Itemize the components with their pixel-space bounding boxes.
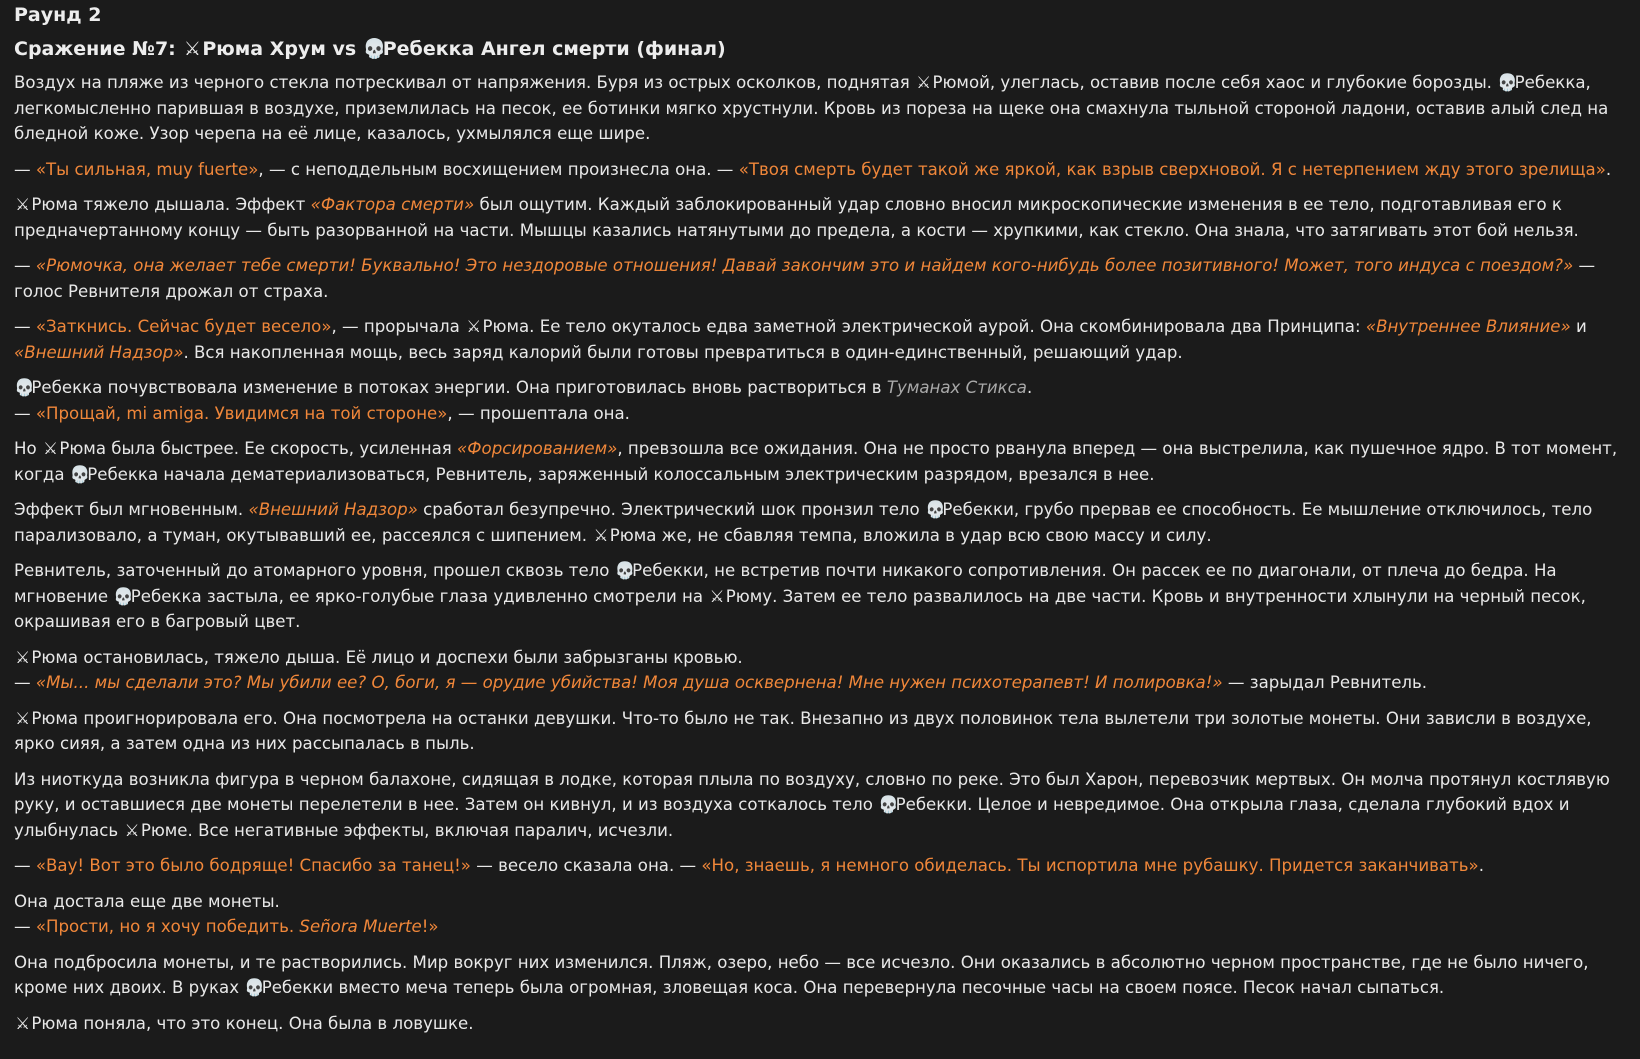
text-run: Эффект был мгновенным. (14, 500, 249, 519)
quote: «Фактора смерти» (310, 195, 475, 214)
text-run: Ребекка почувствовала изменение в потоках энергии. Она приготовилась вновь раствориться в (31, 378, 887, 397)
quote: Señora Muerte (299, 917, 422, 936)
text-run: Рюму. Затем ее тело развалилось на две части. Кровь и внутренности хлынули на черный песок, окрашивая его в багровый цвет. (14, 586, 1586, 631)
skull-icon: 💀 (14, 378, 35, 397)
text-run: , — с неподдельным восхищением произнесла она. — (258, 159, 739, 179)
text-run: и (1570, 317, 1587, 336)
quote: «Внешний Надзор» (14, 342, 184, 362)
text-run: . (1605, 159, 1612, 179)
text-run: Ребекки. Целое и невредимое. Она открыла глаза, сделала глубокий вдох и улыбнулась (14, 795, 1570, 840)
skull-icon: 💀 (113, 586, 135, 606)
text-run: Рюма остановилась, тяжело дыша. Её лицо и доспехи были забрызганы кровью. (31, 647, 743, 667)
paragraph-9 (14, 558, 1626, 635)
text-run: Ребекки, не встретив почти никакого сопротивления. Он рассек ее по диагонали, от плеча до бедра. На мгновение (14, 561, 1557, 606)
text-run: — (14, 403, 36, 423)
text-run: , — прорычала (331, 317, 466, 336)
text-run: Рюма проигнорировала его. Она посмотрела на останки девушки. Что-то было не так. Внезапно из двух половинок тела вылетели три золотые монеты. Они зависли в воздухе, ярко сияя, а затем одна из них рассыпалась в пыль. (14, 708, 1592, 753)
text-run: Рюма тяжело дышала. Эффект (31, 195, 311, 214)
quote: «Заткнись. Сейчас будет весело» (35, 317, 332, 336)
text-run: — (14, 159, 36, 179)
text-run: Рюме. Все негативные эффекты, включая паралич, исчезли. (140, 820, 674, 840)
text-run: — весело сказала она. — (470, 856, 702, 875)
crossed-swords-icon: ⚔ (15, 1013, 31, 1033)
skull-icon: 💀 (1497, 73, 1518, 92)
quote: «Прощай, mi amiga. Увидимся на той стороне» (35, 403, 448, 423)
crossed-swords-icon: ⚔ (466, 317, 482, 336)
text-run: — (14, 317, 36, 336)
paragraph-7 (14, 436, 1626, 487)
text-run: Рюма поняла, что это конец. Она была в ловушке. (31, 1013, 474, 1033)
text-run: Но (14, 439, 42, 458)
text-run: Рюма же, не сбавляя темпа, вложила в удар всю свою массу и силу. (609, 525, 1212, 545)
paragraph-12 (14, 767, 1626, 844)
text-run: — (14, 917, 36, 936)
crossed-swords-icon: ⚔ (916, 73, 932, 92)
battle-title (14, 34, 1626, 64)
paragraph-5 (14, 314, 1626, 365)
crossed-swords-icon: ⚔ (43, 439, 59, 458)
crossed-swords-icon: ⚔ (709, 586, 725, 606)
paragraph-14 (14, 889, 1626, 940)
text-run: Из ниоткуда возникла фигура в черном балахоне, сидящая в лодке, которая плыла по воздуху, словно по реке. Это был Харон, перевозчик мертвых. Он молча протянул костлявую руку, и оставшиеся две монеты перелетели в нее. Затем он кивнул, и из воздуха соткалось тело (14, 769, 1610, 814)
paragraph-3 (14, 192, 1626, 243)
paragraph-13 (14, 853, 1626, 879)
text-run: Рюмой, улеглась, оставив после себя хаос и глубокие борозды. (932, 73, 1498, 92)
crossed-swords-icon: ⚔ (593, 525, 609, 545)
paragraph-15 (14, 950, 1626, 1001)
quote: «Внешний Надзор» (248, 500, 418, 519)
text-run: Она подбросила монеты, и те растворились. Мир вокруг них изменился. Пляж, озеро, небо — все исчезло. Они оказались в абсолютно черном пространстве, где не было ничего, кроме них двоих. В руках (14, 952, 1589, 997)
paragraph-10 (14, 645, 1626, 696)
text-run: был ощутим. Каждый заблокированный удар словно вносил микроскопические изменения в ее тело, подготавливая его к предначертанному концу — быть разорванной на части. Мышцы казались натянутыми до предела, а кости — хрупкими, как стекло. Она знала, что затягивать этот бой нельзя. (14, 195, 1579, 240)
fighter1-name: Рюма Хрум (202, 38, 326, 60)
skull-icon: 💀 (614, 561, 636, 580)
paragraph-2 (14, 157, 1626, 183)
text-run: Ребекка застыла, ее ярко-голубые глаза удивленно смотрели на (130, 586, 709, 606)
skull-icon: 💀 (924, 500, 946, 519)
battle-prefix: Сражение №7: (14, 38, 183, 60)
text-run: Рюма. Ее тело окуталось едва заметной электрической аурой. Она скомбинировала два Принципа: (482, 317, 1366, 336)
paragraph-6 (14, 375, 1626, 426)
paragraph-8 (14, 497, 1626, 548)
crossed-swords-icon: ⚔ (15, 195, 31, 214)
paragraph-4 (14, 253, 1626, 304)
text-run: Рюма была быстрее. Ее скорость, усиленная (59, 439, 458, 458)
quote: «Форсированием» (457, 439, 618, 458)
skull-icon: 💀 (878, 795, 899, 814)
quote: «Твоя смерть будет такой же яркой, как взрыв сверхновой. Я с нетерпением жду этого зрелища» (738, 159, 1606, 179)
text-run: Воздух на пляже из черного стекла потрескивал от напряжения. Буря из острых осколков, поднятая (14, 73, 916, 92)
text-run: . (1478, 856, 1484, 875)
quote: «Внутреннее Влияние» (1365, 317, 1571, 336)
text-run: — зарыдал Ревнитель. (1222, 673, 1428, 692)
paragraph-11 (14, 706, 1626, 757)
quote: «Вау! Вот это было бодряще! Спасибо за танец!» (35, 856, 471, 875)
text-run: Она достала еще две монеты. (14, 891, 280, 911)
paragraph-1 (14, 70, 1626, 147)
text-run: . Вся накопленная мощь, весь заряд калорий были готовы превратиться в один-единственный, решающий удар. (183, 342, 1183, 362)
text-run: Ревнитель, заточенный до атомарного уровня, прошел сквозь тело (14, 561, 615, 580)
quote: «Ты сильная, muy fuerte» (35, 159, 259, 179)
quote: «Но, знаешь, я немного обиделась. Ты испортила мне рубашку. Придется заканчивать» (701, 856, 1479, 875)
text-run: — (14, 673, 36, 692)
quote: «Рюмочка, она желает тебе смерти! Буквально! Это нездоровые отношения! Давай закончим это и найдем кого-нибудь более позитивного! Может, того индуса с поездом?» (35, 256, 1574, 275)
skull-icon: 💀 (69, 464, 91, 484)
text-run: — (14, 856, 36, 875)
crossed-swords-icon: ⚔ (15, 708, 31, 728)
text-run: — голос Ревнителя дрожал от страха. (14, 256, 1596, 301)
quote: «Прости, но я хочу победить. (35, 917, 300, 936)
crossed-swords-icon: ⚔ (183, 38, 201, 60)
text-run: Ребекки вместо меча теперь была огромная, зловещая коса. Она перевернула песочные часы на своем поясе. Песок начал сыпаться. (261, 978, 1445, 997)
skull-icon: 💀 (244, 978, 265, 997)
text-run: сработал безупречно. Электрический шок пронзил тело (417, 500, 925, 519)
round-heading: Раунд 2 (14, 4, 102, 26)
text-run: , — прошептала она. (447, 403, 630, 423)
text-run: — (14, 256, 36, 275)
vs-label: vs (325, 38, 363, 60)
crossed-swords-icon: ⚔ (124, 820, 140, 840)
quote: «Мы... мы сделали это? Мы убили ее? О, боги, я — орудие убийства! Моя душа осквернена! Мне нужен психотерапевт! И полировка!» (35, 673, 1223, 692)
text-run: Ребекки, грубо прервав ее способность. Ее мышление отключилось, тело парализовало, а туман, окутывавший ее, рассеялся с шипением. (14, 500, 1593, 545)
text-run: . (1026, 378, 1033, 397)
fighter2-name: Ребекка Ангел смерти (финал) (382, 38, 726, 60)
quote: !» (421, 917, 439, 936)
text-run: , превзошла все ожидания. Она не просто рванула вперед — она выстрелила, как пушечное ядро. В тот момент, когда (14, 439, 1618, 484)
text-run: Ребекка начала дематериализоваться, Ревнитель, заряженный колоссальным электрическим разрядом, врезался в нее. (87, 464, 1155, 484)
text-run: Ребекка, легкомысленно парившая в воздухе, приземлилась на песок, ее ботинки мягко хрустнули. Кровь из пореза на щеке она смахнула тыльной стороной ладони, оставив алый след на бледной коже. Узор черепа на её лице, казалось, ухмылялся еще шире. (14, 73, 1609, 143)
paragraph-16 (14, 1011, 1626, 1037)
crossed-swords-icon: ⚔ (15, 647, 31, 667)
skull-icon: 💀 (362, 38, 387, 60)
place-name: Туманах Стикса (886, 378, 1027, 397)
